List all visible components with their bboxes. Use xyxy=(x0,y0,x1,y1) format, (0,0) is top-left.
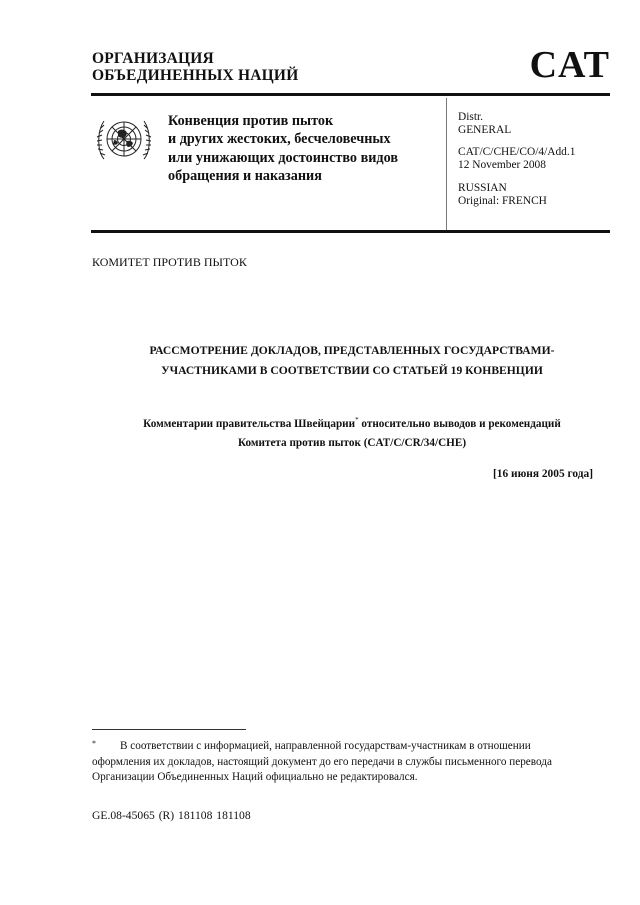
document-title xyxy=(92,341,612,381)
header-rule-bottom xyxy=(91,230,610,233)
convention-line-4: обращения и наказания xyxy=(168,167,322,184)
footnote xyxy=(92,739,592,786)
header-rule-top xyxy=(91,93,610,96)
subtitle-text-a: Комментарии правительства Швейцарии xyxy=(143,418,356,430)
language-block xyxy=(458,182,547,207)
committee-name: КОМИТЕТ ПРОТИВ ПЫТОК xyxy=(92,255,247,269)
convention-title xyxy=(168,112,398,185)
document-language: RUSSIAN xyxy=(458,182,507,194)
footnote-separator xyxy=(92,729,246,730)
footnote-mark: * xyxy=(92,739,96,748)
document-symbol: CAT/C/CHE/CO/4/Add.1 xyxy=(458,146,576,158)
convention-line-3: или унижающих достоинство видов xyxy=(168,149,398,166)
org-line-1: ОРГАНИЗАЦИЯ xyxy=(92,50,214,67)
subtitle-text-b: относительно выводов и рекомендаций xyxy=(358,418,561,430)
convention-line-2: и других жестоких, бесчеловечных xyxy=(168,131,391,148)
subtitle-line-1 xyxy=(92,411,612,434)
footnote-text: В соответствии с информацией, направленной государствам-участникам в отношении оформления их докладов, настоящий документ до его передачи в службы письменного перевода Организации Объединенных Наций официально не редактировался. xyxy=(92,740,552,784)
footnote-reference[interactable]: * xyxy=(355,416,359,424)
convention-line-1: Конвенция против пыток xyxy=(168,113,334,129)
original-language: Original: FRENCH xyxy=(458,194,547,207)
distribution-value: GENERAL xyxy=(458,123,512,136)
header-vertical-divider xyxy=(446,98,447,230)
title-line-1: РАССМОТРЕНИЕ ДОКЛАДОВ, ПРЕДСТАВЛЕННЫХ ГОСУДАРСТВАМИ- xyxy=(149,344,555,357)
title-line-2: УЧАСТНИКАМИ В СООТВЕТСТВИИ СО СТАТЬЕЙ 19 КОНВЕНЦИИ xyxy=(161,364,543,377)
submission-date: [16 июня 2005 года] xyxy=(492,468,593,480)
organization-name xyxy=(92,50,298,84)
distribution-block xyxy=(458,111,511,136)
subtitle-line-2: Комитета против пыток (CAT/C/CR/34/CHE) xyxy=(237,437,467,449)
document-series-symbol: CAT xyxy=(529,44,610,86)
job-number: GE.08-45065 (R) 181108 181108 xyxy=(92,809,251,822)
symbol-date-block xyxy=(458,146,575,171)
document-subtitle xyxy=(92,411,612,453)
document-date: 12 November 2008 xyxy=(458,158,546,171)
distr-label: Distr. xyxy=(458,111,483,123)
org-line-2: ОБЪЕДИНЕННЫХ НАЦИЙ xyxy=(92,67,299,84)
un-emblem-icon xyxy=(94,109,154,169)
